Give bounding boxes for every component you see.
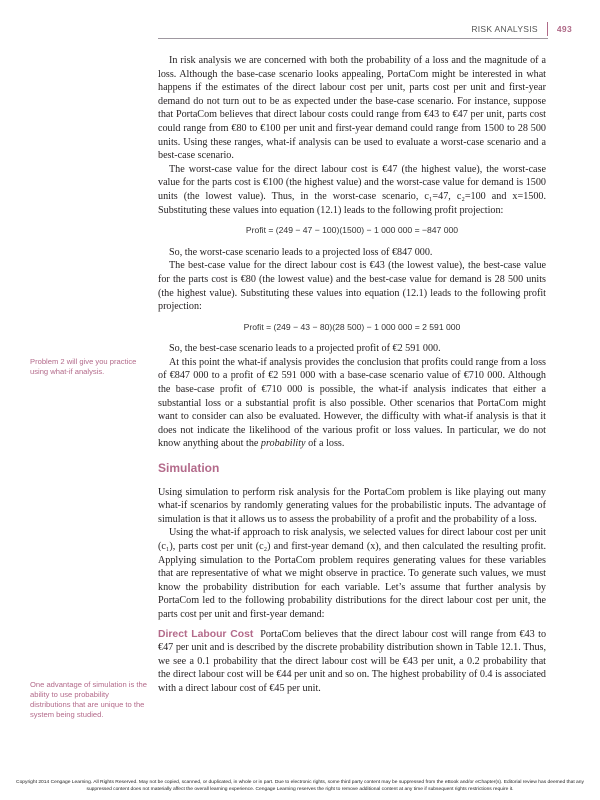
paragraph-best-case-result: So, the best-case scenario leads to a projected profit of €2 591 000. bbox=[169, 343, 441, 355]
section-heading-simulation: Simulation bbox=[158, 461, 220, 476]
equation-worst-case: Profit = (249 − 47 − 100)(1500) − 1 000 000 = −847 000 bbox=[245, 225, 459, 236]
page-number: 493 bbox=[556, 24, 572, 34]
paragraph-simulation-approach: Using the what-if approach to risk analysis, we selected values for direct labour cost per unit (c₁), parts cost per unit (c₂) and first-year demand (x), and then calculated the resulting profit. Applying simulation to the PortaCom problem requires generating values for these variables that are representative of what we might observe in practice. To generate such values, we must know the probability distribution for each variable. Let’s assume that further analysis by PortaCom led to the following probability distributions for the direct labour cost per unit, the parts cost per unit and first-year demand: bbox=[158, 527, 546, 620]
paragraph-worst-case: The worst-case value for the direct labour cost is €47 (the highest value), the worst-case value for the parts cost is €100 (the highest value) and the worst-case value for demand is 1500 units (the lowest value). Thus, in the worst-case scenario, c₁=47, c₂=100 and x=1500. Substituting these values into equation (12.1) leads to the following profit projection: bbox=[158, 163, 546, 216]
copyright-footer: Copyright 2014 Cengage Learning. All Rights Reserved. May not be copied, scanned, or duplicated, in whole or in part. Due to electronic rights, some third party content may be suppressed from the eBook and/or eChapter(s). Editorial review has deemed that any suppressed content does not materially affect the overall learning experience. Cengage Learning reserves the right to remove additional content at any time if subsequent rights restrictions require it. bbox=[16, 780, 584, 792]
paragraph-direct-labour-cost bbox=[158, 628, 546, 696]
paragraph-risk-intro: In risk analysis we are concerned with both the probability of a loss and the magnitude of a loss. Although the base-case scenario looks appealing, PortaCom might be interested in what happens if the estimates of the direct labour cost per unit, parts cost per unit and first-year demand do not turn out to be as expected under the base-case scenario. For instance, suppose that PortaCom believes that direct labour costs could range from €43 to €47 per unit, parts cost could range from €80 to €100 per unit and first-year demand could range from 1500 to 28 500 units. Using these ranges, what-if analysis can be used to evaluate a worst-case scenario and a best-case scenario. bbox=[158, 55, 546, 162]
running-title: RISK ANALYSIS bbox=[471, 24, 538, 34]
paragraph-direct-labour-text: PortaCom believes that the direct labour cost will range from €43 to €47 per unit and is described by the discrete probability distribution shown in Table 12.1. Thus, we see a 0.1 probability that the direct labour cost will be €43 per unit, a 0.2 probability that the direct labour cost will be €44 per unit and so on. The highest probability of 0.4 is associated with a direct labour cost of €45 per unit. bbox=[158, 628, 547, 694]
header-divider bbox=[547, 22, 548, 36]
running-header bbox=[471, 22, 572, 36]
run-in-heading-direct-labour: Direct Labour Cost bbox=[158, 628, 254, 640]
paragraph-worst-case-result: So, the worst-case scenario leads to a projected loss of €847 000. bbox=[169, 246, 433, 258]
paragraph-what-if-text-a: At this point the what-if analysis provides the conclusion that profits could range from a loss of €847 000 to a profit of €2 591 000 with a base-case scenario value of €710 000. Although the base-case profit of €710 000 is possible, the what-if analysis indicates that either a substantial loss or a substantial profit is also possible. Other scenarios that PortaCom might want to consider can also be evaluated. However, the difficulty with what-if analysis is that it does not indicate the likelihood of the various profit or loss values. In particular, we do not know anything about the bbox=[158, 356, 546, 450]
margin-note-what-if: Problem 2 will give you practice using what-if analysis. bbox=[30, 357, 137, 376]
margin-note-simulation: One advantage of simulation is the ability to use probability distributions that are unique to the system being studied. bbox=[30, 680, 147, 719]
paragraph-what-if-text-b: of a loss. bbox=[305, 438, 345, 450]
main-text-column bbox=[158, 54, 546, 696]
paragraph-simulation-intro: Using simulation to perform risk analysis for the PortaCom problem is like playing out many what-if scenarios by randomly generating values for the probabilistic inputs. The advantage of simulation is that it allows us to assess the probability of a profit and the probability of a loss. bbox=[158, 486, 546, 525]
emphasis-probability: probability bbox=[260, 438, 306, 450]
paragraph-best-case: The best-case value for the direct labour cost is €43 (the lowest value), the best-case value for the parts cost is €80 (the lowest value) and the best-case value for demand is 28 500 units (the highest value). Substituting these values into equation (12.1) leads to the following profit projection: bbox=[158, 260, 546, 313]
paragraph-what-if-conclusion bbox=[158, 356, 546, 451]
header-rule bbox=[158, 38, 548, 39]
equation-best-case: Profit = (249 − 43 − 80)(28 500) − 1 000 000 = 2 591 000 bbox=[243, 321, 461, 332]
